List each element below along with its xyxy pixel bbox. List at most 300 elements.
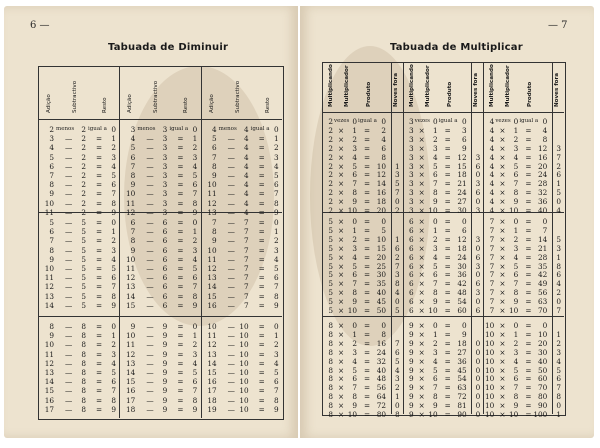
minuend: 11 (207, 254, 217, 264)
table-row (119, 227, 200, 236)
equals-sign: = (525, 365, 532, 375)
equals-sign: = (258, 331, 265, 341)
equals-sign: = (177, 152, 184, 162)
table-row (403, 401, 484, 410)
minuend: 7 (130, 161, 136, 171)
operator: × (499, 365, 506, 375)
multiplicand: 3 (409, 143, 414, 153)
equals-sign: = (258, 264, 265, 273)
remainder: 7 (192, 189, 198, 199)
remainder: 4 (274, 254, 279, 264)
check-digit: 8 (556, 261, 561, 271)
operator: — (227, 377, 235, 387)
equals-sign: = (96, 134, 103, 144)
operator: — (65, 218, 73, 227)
product: 27 (457, 347, 467, 357)
multiplicand: 3 (409, 161, 414, 171)
product: 90 (538, 401, 548, 411)
equals-sign: = (525, 338, 532, 348)
table-row (322, 170, 403, 179)
subtrahend: 7 (244, 282, 249, 292)
product: 25 (376, 261, 386, 271)
right-page (300, 6, 594, 438)
operator: — (146, 171, 154, 180)
equals-sign: = (177, 218, 184, 227)
table-row (322, 306, 403, 315)
multiplicand: 4 (489, 117, 495, 126)
equals-sign: = (444, 217, 451, 226)
operator: × (418, 197, 425, 207)
table-row (119, 282, 200, 291)
minuend: 9 (212, 236, 217, 246)
table-row (201, 255, 282, 264)
minuend: 9 (212, 171, 217, 180)
table-row (119, 180, 200, 189)
subtrahend: 4 (244, 171, 249, 180)
multiplicand: 4 (489, 206, 495, 215)
minuend: 17 (207, 386, 217, 396)
operator: × (338, 170, 345, 180)
equals-sign: = (258, 227, 265, 237)
product: 36 (538, 197, 548, 207)
equals-sign: = (96, 236, 103, 246)
equals-sign: = (525, 179, 532, 189)
table-row (119, 236, 200, 245)
minuend: 13 (44, 291, 54, 301)
operator: × (338, 125, 345, 135)
equals-sign: = (364, 297, 371, 307)
table-row (119, 350, 200, 359)
remainder: 5 (274, 171, 279, 180)
operator: × (499, 356, 506, 366)
product: 32 (538, 188, 548, 198)
subtrahend: 6 (162, 227, 168, 237)
table-row (483, 170, 564, 179)
multiplier: 4 (433, 356, 438, 366)
operator: — (146, 227, 154, 237)
multiplicand: 8 (328, 374, 333, 384)
multiplier: 9 (352, 297, 357, 307)
operator: — (146, 273, 154, 283)
subtrahend: 5 (81, 300, 86, 310)
operator: × (418, 338, 425, 348)
operator: — (227, 358, 235, 368)
operator: — (227, 198, 235, 208)
table-row (119, 218, 200, 227)
operator: — (65, 180, 73, 190)
table-row (119, 264, 200, 273)
table-row (322, 217, 403, 226)
table-row (38, 134, 119, 143)
table-row (119, 301, 200, 310)
table-row (119, 199, 200, 208)
table-row (201, 359, 282, 368)
minuend: 11 (44, 207, 54, 217)
subtrahend: 5 (81, 236, 86, 246)
subtrahend: 2 (81, 171, 86, 180)
equals-sign: = (364, 252, 371, 262)
minuend: 10 (126, 189, 136, 199)
check-digit: 5 (395, 306, 400, 315)
multiplier: 4 (433, 152, 438, 162)
product: 0 (542, 321, 548, 330)
table-row (38, 227, 119, 236)
multiplier: 8 (352, 288, 357, 298)
minuend: 15 (44, 386, 54, 396)
operator: — (146, 180, 154, 190)
operator: — (65, 134, 73, 144)
operator: — (227, 395, 235, 405)
equals-sign: = (444, 206, 451, 215)
multiplier: 5 (513, 365, 519, 375)
remainder: 0 (274, 322, 279, 331)
multiplicand: 10 (485, 383, 495, 393)
subtrahend: 8 (81, 395, 86, 405)
left-page-number: 6 — (30, 20, 50, 31)
equals-sign: = (444, 188, 451, 198)
operator: × (338, 338, 345, 348)
table-row (201, 236, 282, 245)
check-digit: 3 (395, 374, 400, 384)
check-digit: 7 (395, 188, 400, 198)
equals-sign: = (96, 340, 103, 350)
table-row (119, 322, 200, 331)
subtrahend: 2 (81, 189, 86, 199)
table-row (38, 246, 119, 255)
multiplier: 10 (428, 306, 438, 315)
equals-sign: = (96, 322, 103, 331)
table-row (119, 396, 200, 405)
equals-sign: = (525, 252, 532, 262)
subtrahend: 4 (244, 143, 249, 153)
equals-sign: = (444, 152, 451, 162)
operator: — (65, 245, 73, 255)
column-header: Subtractivo (234, 80, 241, 113)
minuend: 6 (130, 218, 136, 227)
remainder: 1 (192, 331, 198, 341)
product: 32 (376, 356, 386, 366)
equals-sign: = (444, 270, 451, 280)
operator: × (338, 392, 345, 402)
subtrahend: 9 (162, 386, 168, 396)
subtrahend: 9 (162, 340, 168, 350)
check-digit: 8 (395, 279, 400, 289)
equals-sign: igual a (88, 126, 107, 132)
column-header: Multiplicando (328, 64, 334, 107)
subtrahend: 7 (244, 291, 249, 301)
subtrahend: 2 (81, 161, 86, 171)
remainder: 8 (274, 198, 279, 208)
multiplicand: 3 (409, 188, 414, 198)
table-row (38, 405, 119, 414)
product: 40 (538, 206, 548, 215)
left-page-title: Tabuada de Diminuir (108, 42, 229, 53)
product: 40 (538, 356, 548, 366)
product: 42 (457, 279, 467, 289)
multiplier: 9 (513, 401, 519, 411)
multiplier: 1 (352, 329, 357, 339)
remainder: 9 (274, 300, 279, 310)
minuend: 17 (44, 404, 54, 414)
minuend: 4 (130, 134, 136, 144)
check-digit: 1 (556, 329, 561, 339)
equals-sign: = (364, 179, 371, 189)
table-row (201, 264, 282, 273)
column-header: Multiplicando (408, 64, 415, 107)
multiplicand: 4 (489, 134, 495, 144)
product: 16 (376, 188, 386, 198)
equals-sign: = (525, 374, 532, 384)
minuend: 9 (130, 180, 136, 190)
column-header: Produto (366, 81, 372, 107)
operator: — (65, 340, 73, 350)
product: 40 (376, 365, 386, 375)
operator: — (146, 264, 154, 273)
multiplicand: 3 (409, 134, 414, 144)
table-row (483, 330, 564, 339)
multiplicand: 7 (489, 252, 495, 262)
table-row (38, 350, 119, 359)
operator: vezes (495, 118, 511, 124)
table-row (403, 162, 484, 171)
table-row (201, 143, 282, 152)
operator: × (499, 125, 506, 135)
multiplier: 2 (352, 134, 357, 144)
subtrahend: 8 (81, 377, 86, 387)
subtrahend: 10 (239, 331, 249, 341)
product: 0 (381, 217, 386, 226)
operator: × (499, 392, 506, 402)
equals-sign: = (96, 198, 103, 208)
remainder: 3 (274, 245, 279, 255)
minuend: 7 (49, 236, 54, 246)
multiplier: 8 (433, 288, 438, 298)
minuend: 4 (49, 143, 54, 153)
remainder: 6 (111, 377, 116, 387)
remainder: 2 (274, 143, 279, 153)
check-digit: 0 (475, 197, 481, 207)
table-row (201, 227, 282, 236)
subtrahend: 4 (244, 161, 249, 171)
operator: × (499, 279, 506, 289)
multiplicand: 8 (328, 356, 333, 366)
table-row (119, 386, 200, 395)
equals-sign: = (444, 338, 451, 348)
subtrahend: 6 (162, 254, 168, 264)
multiplier: 6 (433, 270, 438, 280)
minuend: 8 (212, 227, 217, 237)
table-row (38, 359, 119, 368)
product: 2 (381, 125, 386, 135)
operator: — (65, 143, 73, 153)
remainder: 2 (192, 236, 198, 246)
table-row (119, 162, 200, 171)
multiplier: 0 (433, 117, 438, 126)
multiplier: 4 (433, 252, 438, 262)
equals-sign: = (525, 410, 532, 419)
multiplicand: 2 (328, 152, 333, 162)
multiplier: 4 (352, 152, 357, 162)
operator: — (65, 171, 73, 180)
table-row (483, 357, 564, 366)
product: 18 (457, 243, 467, 253)
equals-sign: = (364, 338, 371, 348)
multiplicand: 7 (489, 225, 495, 235)
operator: — (146, 236, 154, 246)
remainder: 0 (192, 218, 198, 227)
table-row (38, 386, 119, 395)
operator: menos (137, 126, 156, 132)
multiplicand: 8 (328, 410, 333, 419)
multiplier: 7 (513, 179, 519, 189)
table-row (483, 374, 564, 383)
remainder: 5 (192, 368, 198, 377)
minuend: 3 (130, 125, 136, 134)
multiplicand: 7 (489, 306, 495, 315)
table-row (322, 330, 403, 339)
operator: — (227, 171, 235, 180)
multiplicand: 7 (489, 243, 495, 253)
table-row (201, 162, 282, 171)
table-row (322, 153, 403, 162)
operator: — (227, 291, 235, 301)
operator: — (227, 282, 235, 292)
minuend: 8 (130, 171, 136, 180)
subtrahend: 3 (162, 152, 168, 162)
check-digit: 1 (556, 410, 561, 419)
minuend: 14 (44, 377, 54, 387)
operator: — (227, 404, 235, 414)
equals-sign: = (364, 261, 371, 271)
equals-sign: = (444, 401, 451, 411)
operator: menos (218, 126, 237, 132)
product: 56 (538, 288, 548, 298)
operator: — (146, 161, 154, 171)
equals-sign: = (444, 279, 451, 289)
minuend: 12 (126, 349, 136, 359)
column-header: Adição (46, 94, 52, 113)
product: 30 (457, 206, 467, 215)
table-row (38, 208, 119, 217)
check-digit: 6 (475, 279, 481, 289)
product: 63 (457, 383, 467, 393)
subtrahend: 8 (81, 340, 86, 350)
equals-sign: = (444, 234, 451, 244)
equals-sign: = (364, 374, 371, 384)
check-digit: 6 (556, 374, 561, 384)
multiplier: 2 (352, 338, 357, 348)
equals-sign: = (525, 392, 532, 402)
product: 6 (381, 143, 386, 153)
equals-sign: = (258, 189, 265, 199)
multiplicand: 7 (489, 279, 495, 289)
multiplicand: 9 (409, 347, 414, 357)
operator: × (418, 252, 425, 262)
table-row (119, 368, 200, 377)
remainder: 1 (111, 134, 116, 144)
table-row (483, 339, 564, 348)
multiplicand: 9 (409, 338, 414, 348)
remainder: 4 (192, 161, 198, 171)
remainder: 5 (192, 264, 198, 273)
remainder: 2 (111, 143, 116, 153)
table-row (119, 340, 200, 349)
product: 6 (462, 225, 467, 235)
table-row (119, 189, 200, 198)
equals-sign: = (444, 170, 451, 180)
table-row (322, 401, 403, 410)
table-row (403, 348, 484, 357)
operator: — (227, 152, 235, 162)
table-row (403, 197, 484, 206)
equals-sign: = (258, 161, 265, 171)
equals-sign: = (525, 134, 532, 144)
operator: — (146, 349, 154, 359)
equals-sign: = (258, 340, 265, 350)
table-row (483, 366, 564, 375)
operator: × (418, 152, 425, 162)
product: 40 (376, 288, 386, 298)
check-digit: 1 (556, 252, 561, 262)
table-row (403, 297, 484, 306)
table-row (119, 153, 200, 162)
product: 14 (376, 179, 386, 189)
table-row (483, 288, 564, 297)
equals-sign: = (525, 321, 532, 330)
minuend: 11 (44, 349, 54, 359)
operator: × (499, 297, 506, 307)
minuend: 8 (130, 236, 136, 246)
product: 10 (376, 161, 386, 171)
operator: × (499, 410, 506, 419)
product: 18 (457, 170, 467, 180)
column-header: Resto (264, 97, 271, 113)
table-row (403, 144, 484, 153)
equals-sign: = (177, 254, 184, 264)
column-header: Resto (183, 97, 190, 113)
column-header: Multiplicador (344, 65, 350, 107)
column-header: Adição (208, 94, 215, 113)
subtrahend: 4 (244, 125, 249, 134)
operator: × (338, 234, 345, 244)
equals-sign: = (364, 288, 371, 298)
multiplicand: 10 (485, 329, 495, 339)
operator: × (499, 252, 506, 262)
multiplier: 6 (433, 170, 438, 180)
minuend: 13 (126, 358, 136, 368)
table-row (201, 180, 282, 189)
minuend: 19 (207, 404, 217, 414)
table-row (119, 331, 200, 340)
equals-sign: = (525, 401, 532, 411)
product: 0 (462, 217, 467, 226)
multiplicand: 9 (409, 392, 414, 402)
product: 28 (538, 252, 548, 262)
equals-sign: = (96, 395, 103, 405)
multiplier: 1 (352, 125, 357, 135)
equals-sign: = (177, 282, 184, 292)
multiplicand: 7 (489, 261, 495, 271)
operator: — (227, 264, 235, 273)
operator: × (499, 338, 506, 348)
table-row (403, 366, 484, 375)
operator: × (338, 206, 345, 215)
operator: × (418, 217, 425, 226)
operator: — (227, 340, 235, 350)
multiplier: 2 (513, 338, 519, 348)
multiplier: 3 (513, 347, 519, 357)
table-row (119, 171, 200, 180)
